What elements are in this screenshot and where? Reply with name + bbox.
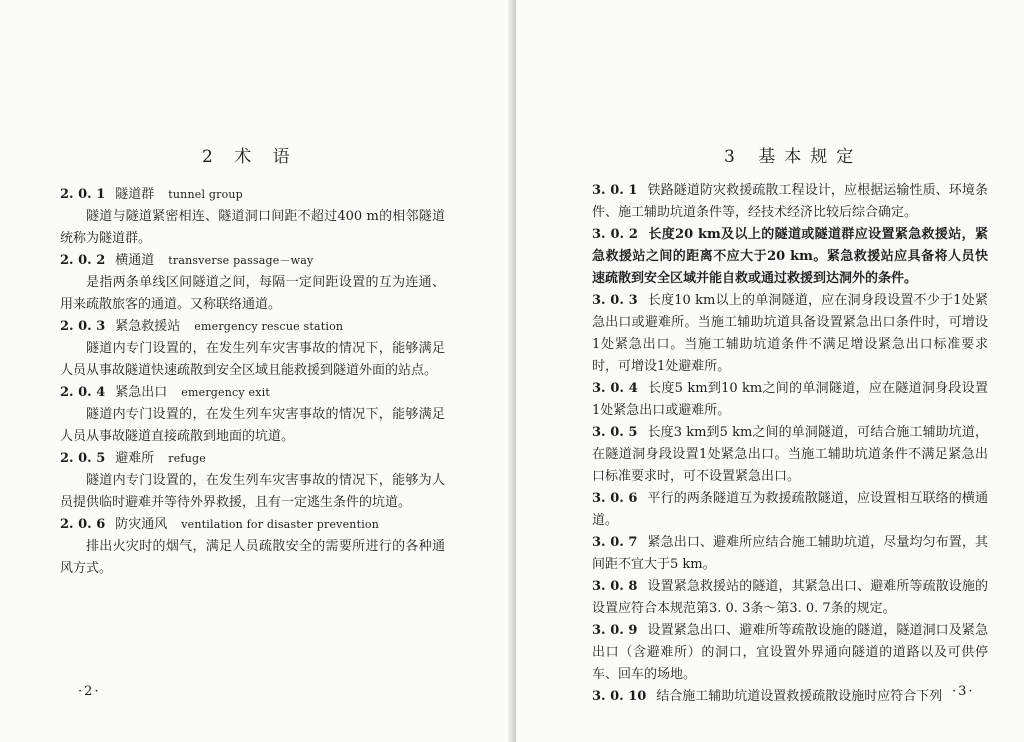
right-page	[516, 0, 1024, 742]
clause-text: 长度10 km以上的单洞隧道，应在洞身段设置不少于1处紧急出口或避难所。当施工辅助坑道具备设置紧急出口条件时，可增设1处紧急出口。当施工辅助坑道条件不满足增设紧急出口标准要求时，可增设1处避难所。	[592, 293, 988, 374]
term-name: 紧急救援站	[115, 319, 181, 334]
clause-text: 长度3 km到5 km之间的单洞隧道，可结合施工辅助坑道，在隧道洞身段设置1处紧急出口。当施工辅助坑道条件不满足紧急出口标准要求时，可不设置紧急出口。	[592, 425, 988, 484]
clause	[592, 180, 988, 224]
term-english: transverse passage－way	[168, 254, 314, 267]
term-name: 隧道群	[115, 187, 155, 202]
term-name: 紧急出口	[115, 385, 168, 400]
clause-number: 3. 0. 4	[592, 381, 638, 396]
term-english: refuge	[168, 452, 206, 465]
clause	[592, 488, 988, 532]
clause-number: 3. 0. 7	[592, 535, 638, 550]
term-definition: 是指两条单线区间隧道之间，每隔一定间距设置的互为连通、用来疏散旅客的通道。又称联络通道。	[60, 275, 445, 312]
clause	[592, 422, 988, 488]
term-name: 横通道	[115, 253, 155, 268]
clause-text: 长度20 km及以上的隧道或隧道群应设置紧急救援站，紧急救援站之间的距离不应大于20 km。紧急救援站应具备将人员快速疏散到安全区域并能自救或通过救援到达洞外的条件。	[592, 227, 988, 286]
clause-text: 紧急出口、避难所应结合施工辅助坑道，尽量均匀布置，其间距不宜大于5 km。	[592, 535, 988, 572]
term-definition: 隧道与隧道紧密相连、隧道洞口间距不超过400 m的相邻隧道统称为隧道群。	[60, 209, 445, 246]
clause-number: 3. 0. 9	[592, 623, 638, 638]
chapter-3-title: 3 基本规定	[724, 147, 863, 167]
provisions-section	[592, 180, 988, 708]
term-number: 2. 0. 2	[60, 253, 106, 268]
clause-number: 3. 0. 8	[592, 579, 638, 594]
term-definition: 隧道内专门设置的，在发生列车灾害事故的情况下，能够满足人员从事故隧道快速疏散到安全区域且能救援到隧道外面的站点。	[60, 341, 445, 378]
clause-text: 铁路隧道防灾救援疏散工程设计，应根据运输性质、环境条件、施工辅助坑道条件等，经技术经济比较后综合确定。	[592, 183, 988, 220]
term-entry	[60, 250, 445, 316]
clause	[592, 686, 988, 708]
term-entry	[60, 514, 445, 580]
clause	[592, 290, 988, 378]
term-number: 2. 0. 6	[60, 517, 106, 532]
page-number: ·3·	[952, 684, 975, 699]
term-definition: 隧道内专门设置的，在发生列车灾害事故的情况下，能够满足人员从事故隧道直接疏散到地面的坑道。	[60, 407, 445, 444]
clause-number: 3. 0. 2	[592, 227, 638, 242]
term-entry	[60, 184, 445, 250]
clause-number: 3. 0. 3	[592, 293, 638, 308]
term-entry	[60, 316, 445, 382]
page-number: ·2·	[78, 684, 101, 699]
term-entry	[60, 382, 445, 448]
clause	[592, 532, 988, 576]
clause-number: 3. 0. 1	[592, 183, 638, 198]
term-english: ventilation for disaster prevention	[181, 518, 380, 531]
clause-text: 结合施工辅助坑道设置救援疏散设施时应符合下列	[656, 689, 943, 704]
clause	[592, 378, 988, 422]
clause-number: 3. 0. 5	[592, 425, 638, 440]
clause-text: 设置紧急出口、避难所等疏散设施的隧道，隧道洞口及紧急出口（含避难所）的洞口，宜设置外界通向隧道的道路以及可供停车、回车的场地。	[592, 623, 988, 682]
term-number: 2. 0. 3	[60, 319, 106, 334]
term-name: 避难所	[115, 451, 155, 466]
clause-text: 平行的两条隧道互为救援疏散隧道，应设置相互联络的横通道。	[592, 491, 988, 528]
clause-text: 设置紧急救援站的隧道，其紧急出口、避难所等疏散设施的设置应符合本规范第3. 0. 3条～第3. 0. 7条的规定。	[592, 579, 988, 616]
clause-text: 长度5 km到10 km之间的单洞隧道，应在隧道洞身段设置1处紧急出口或避难所。	[592, 381, 988, 418]
term-number: 2. 0. 1	[60, 187, 106, 202]
term-english: emergency rescue station	[194, 320, 344, 333]
clause	[592, 620, 988, 686]
term-number: 2. 0. 4	[60, 385, 106, 400]
term-english: tunnel group	[168, 188, 243, 201]
clause-number: 3. 0. 6	[592, 491, 638, 506]
term-name: 防灾通风	[115, 517, 168, 532]
terms-section	[60, 184, 445, 580]
term-definition: 隧道内专门设置的，在发生列车灾害事故的情况下，能够为人员提供临时避难并等待外界救援，且有一定逃生条件的坑道。	[60, 473, 445, 510]
clause-number: 3. 0. 10	[592, 689, 647, 704]
term-english: emergency exit	[181, 386, 270, 399]
chapter-2-title: 2 术 语	[202, 147, 298, 167]
clause	[592, 576, 988, 620]
term-definition: 排出火灾时的烟气，满足人员疏散安全的需要所进行的各种通风方式。	[60, 539, 445, 576]
clause	[592, 224, 988, 290]
term-entry	[60, 448, 445, 514]
term-number: 2. 0. 5	[60, 451, 106, 466]
